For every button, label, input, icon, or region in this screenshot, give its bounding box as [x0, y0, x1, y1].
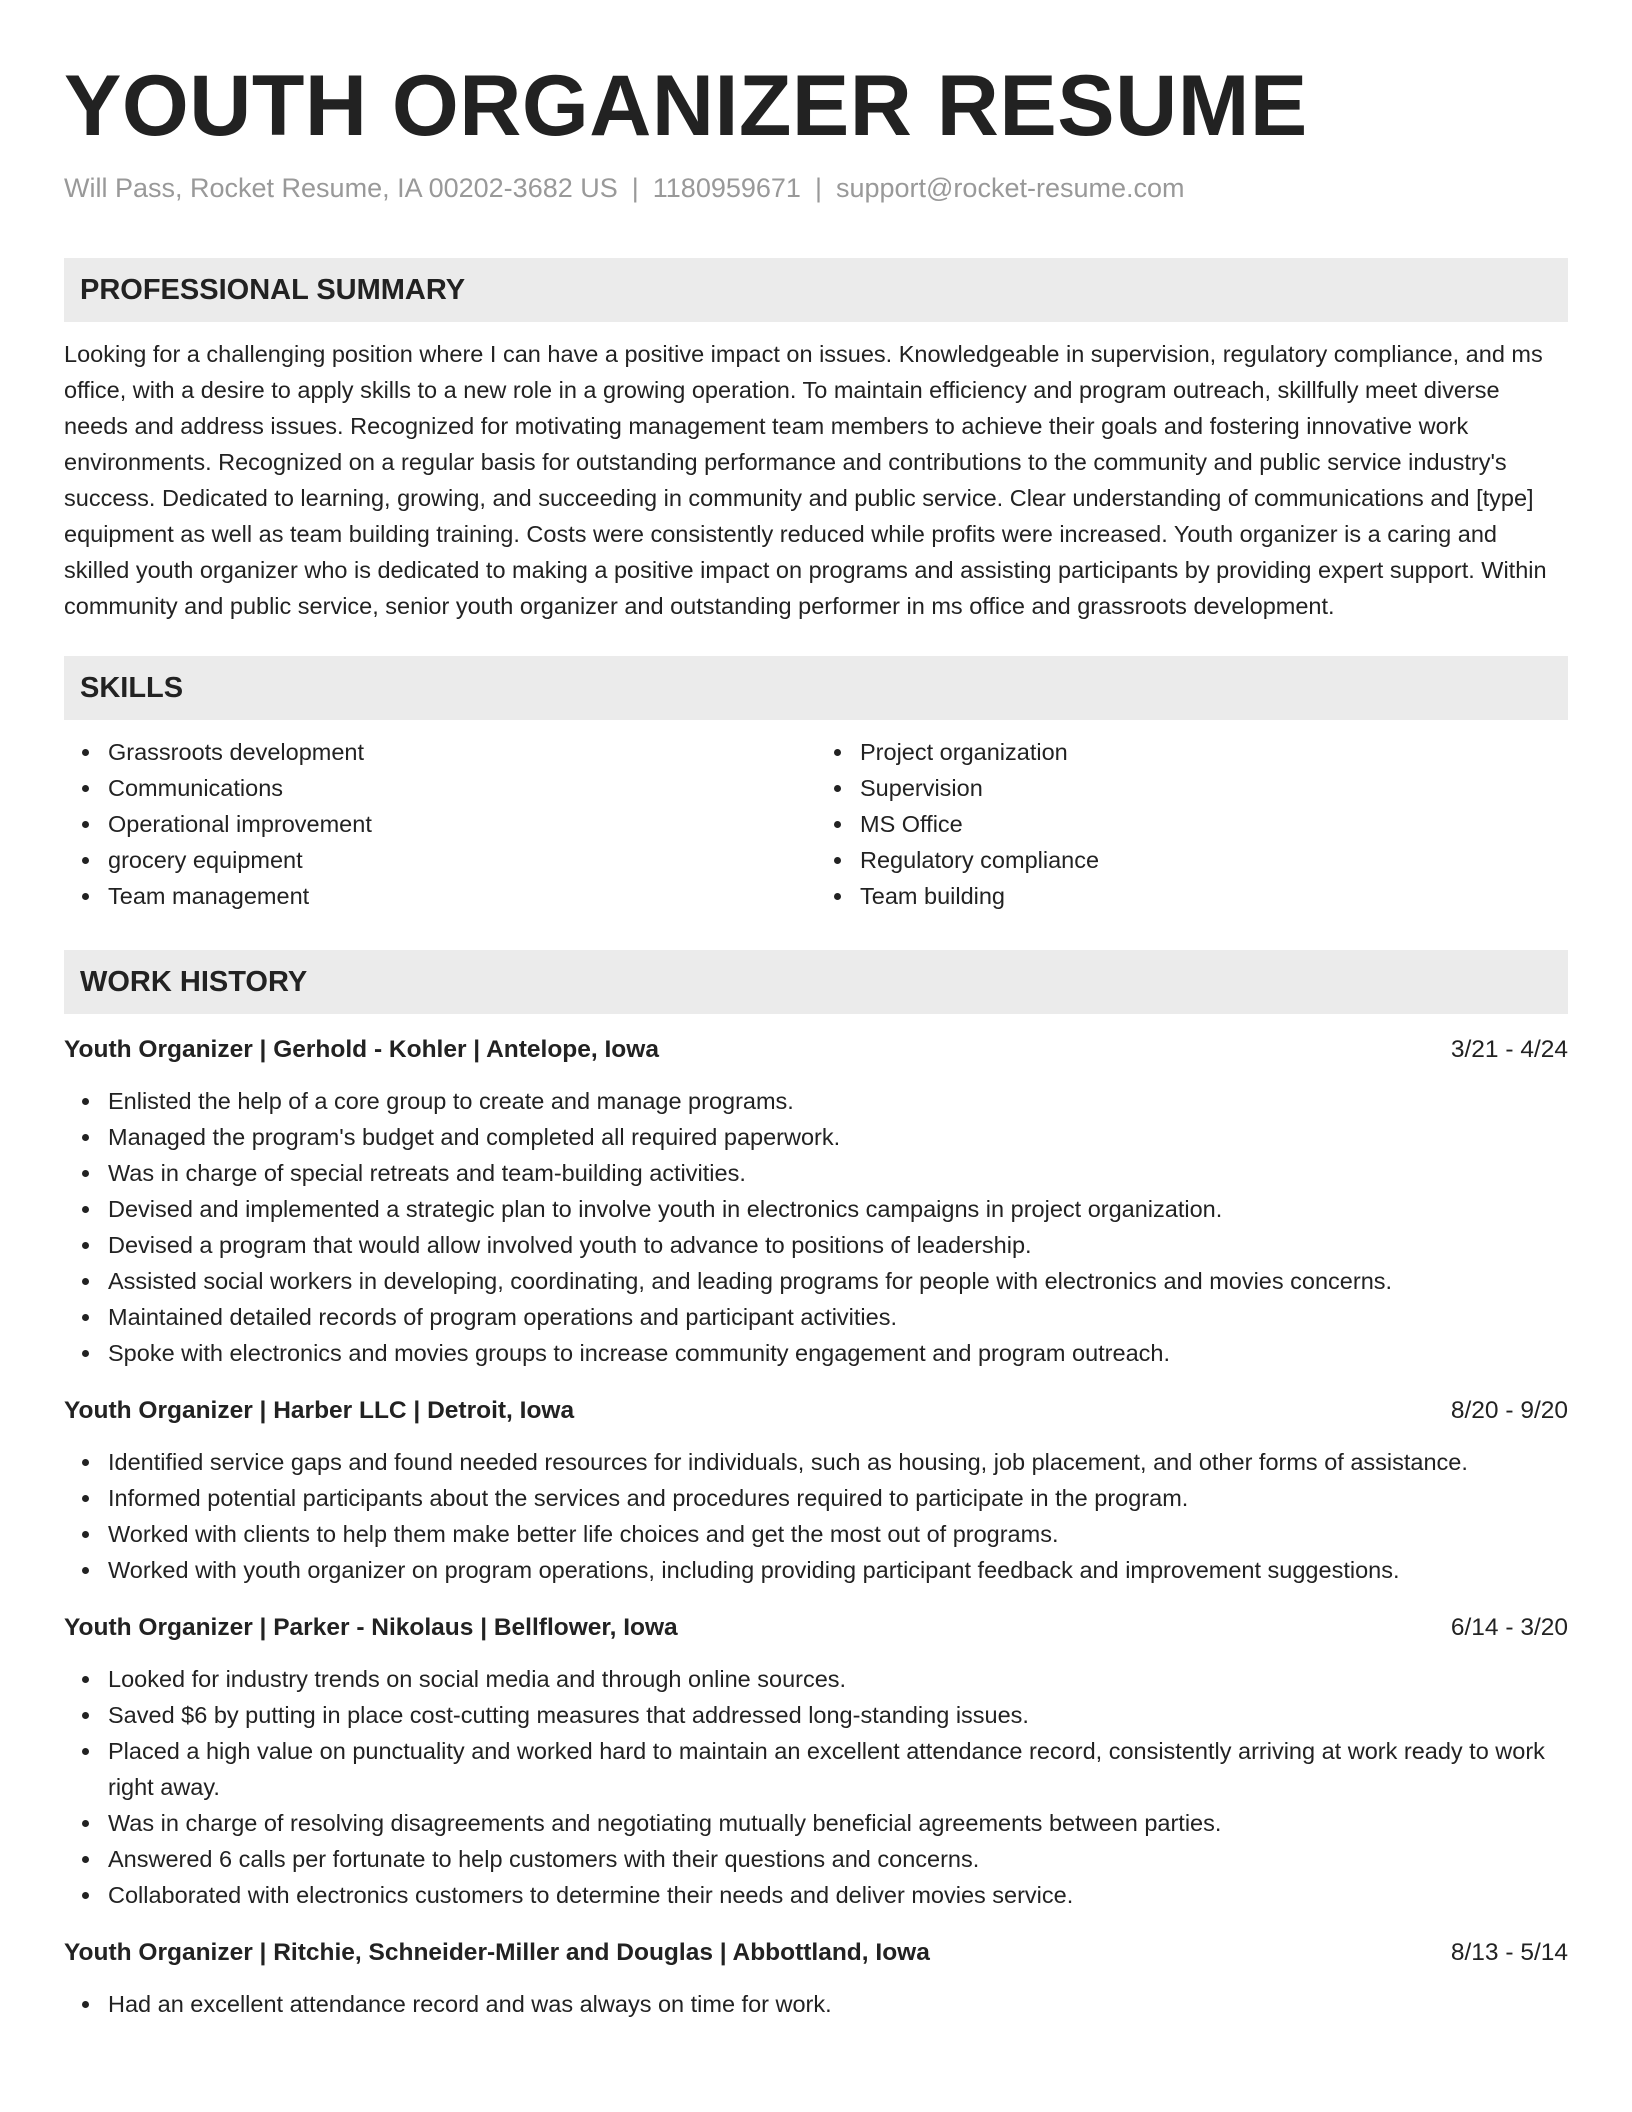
job-entry	[64, 1393, 1568, 1588]
skill-item: grocery equipment	[64, 842, 816, 878]
job-bullet: Devised and implemented a strategic plan to involve youth in electronics campaigns in project organization.	[64, 1191, 1568, 1227]
job-dates: 8/13 - 5/14	[1450, 1939, 1568, 1966]
job-bullets	[64, 1661, 1568, 1913]
job-bullets	[64, 1083, 1568, 1371]
contact-separator: |	[631, 173, 639, 203]
skill-item: Supervision	[816, 770, 1568, 806]
skill-item: Grassroots development	[64, 734, 816, 770]
job-bullet: Placed a high value on punctuality and worked hard to maintain an excellent attendance record, consistently arriving at work ready to work right away.	[64, 1733, 1568, 1805]
job-title: Youth Organizer | Harber LLC | Detroit, Iowa	[64, 1397, 575, 1424]
skills-column-left	[64, 734, 816, 914]
job-bullet: Was in charge of special retreats and team-building activities.	[64, 1155, 1568, 1191]
job-bullet: Maintained detailed records of program operations and participant activities.	[64, 1299, 1568, 1335]
skills-column-right	[816, 734, 1568, 914]
job-header	[64, 1393, 1568, 1429]
contact-separator: |	[814, 173, 822, 203]
section-header-summary: PROFESSIONAL SUMMARY	[64, 258, 1568, 322]
job-title: Youth Organizer | Ritchie, Schneider-Miller and Douglas | Abbottland, Iowa	[64, 1939, 930, 1966]
summary-text: Looking for a challenging position where I can have a positive impact on issues. Knowledgeable in supervision, regulatory compliance, and ms office, with a desire to apply skills to a new role in a growing operation. To maintain efficiency and program outreach, skillfully meet diverse needs and address issues. Recognized for motivating management team members to achieve their goals and fostering innovative work environments. Recognized on a regular basis for outstanding performance and contributions to the community and public service industry's success. Dedicated to learning, growing, and succeeding in community and public service. Clear understanding of communications and [type] equipment as well as team building training. Costs were consistently reduced while profits were increased. Youth organizer is a caring and skilled youth organizer who is dedicated to making a positive impact on programs and assisting participants by providing expert support. Within community and public service, senior youth organizer and outstanding performer in ms office and grassroots development.	[64, 341, 1547, 619]
contact-email: support@rocket-resume.com	[835, 173, 1185, 203]
skills-grid	[64, 734, 1568, 914]
section-header-skills: SKILLS	[64, 656, 1568, 720]
skill-item: MS Office	[816, 806, 1568, 842]
job-bullets	[64, 1986, 1568, 2022]
skill-item: Communications	[64, 770, 816, 806]
contact-line	[64, 170, 1568, 206]
job-bullet: Assisted social workers in developing, coordinating, and leading programs for people with electronics and movies concerns.	[64, 1263, 1568, 1299]
job-header	[64, 1610, 1568, 1646]
job-entry	[64, 1032, 1568, 1371]
section-header-work-history: WORK HISTORY	[64, 950, 1568, 1014]
job-bullet: Spoke with electronics and movies groups to increase community engagement and program outreach.	[64, 1335, 1568, 1371]
job-bullet: Was in charge of resolving disagreements and negotiating mutually beneficial agreements between parties.	[64, 1805, 1568, 1841]
contact-phone: 1180959671	[652, 173, 801, 203]
job-bullet: Managed the program's budget and completed all required paperwork.	[64, 1119, 1568, 1155]
skill-item: Regulatory compliance	[816, 842, 1568, 878]
job-bullet: Collaborated with electronics customers to determine their needs and deliver movies service.	[64, 1877, 1568, 1913]
job-header	[64, 1935, 1568, 1971]
resume-title: YOUTH ORGANIZER RESUME	[64, 58, 1308, 154]
skill-item: Team building	[816, 878, 1568, 914]
job-bullet: Informed potential participants about the services and procedures required to participate in the program.	[64, 1480, 1568, 1516]
job-bullet: Enlisted the help of a core group to create and manage programs.	[64, 1083, 1568, 1119]
job-bullet: Saved $6 by putting in place cost-cutting measures that addressed long-standing issues.	[64, 1697, 1568, 1733]
job-dates: 8/20 - 9/20	[1450, 1397, 1568, 1424]
job-bullets	[64, 1444, 1568, 1588]
skill-item: Operational improvement	[64, 806, 816, 842]
job-title: Youth Organizer | Gerhold - Kohler | Antelope, Iowa	[64, 1036, 659, 1063]
job-header	[64, 1032, 1568, 1068]
job-dates: 3/21 - 4/24	[1450, 1036, 1568, 1063]
job-bullet: Devised a program that would allow involved youth to advance to positions of leadership.	[64, 1227, 1568, 1263]
job-bullet: Answered 6 calls per fortunate to help customers with their questions and concerns.	[64, 1841, 1568, 1877]
job-dates: 6/14 - 3/20	[1450, 1614, 1568, 1641]
job-bullet: Had an excellent attendance record and was always on time for work.	[64, 1986, 1568, 2022]
skill-item: Team management	[64, 878, 816, 914]
job-entry	[64, 1610, 1568, 1913]
job-bullet: Worked with youth organizer on program operations, including providing participant feedback and improvement suggestions.	[64, 1552, 1568, 1588]
job-bullet: Looked for industry trends on social media and through online sources.	[64, 1661, 1568, 1697]
job-entry	[64, 1935, 1568, 2022]
contact-address: Will Pass, Rocket Resume, IA 00202-3682 US	[64, 173, 618, 203]
job-bullet: Worked with clients to help them make better life choices and get the most out of programs.	[64, 1516, 1568, 1552]
skill-item: Project organization	[816, 734, 1568, 770]
job-title: Youth Organizer | Parker - Nikolaus | Bellflower, Iowa	[64, 1614, 678, 1641]
job-bullet: Identified service gaps and found needed resources for individuals, such as housing, job placement, and other forms of assistance.	[64, 1444, 1568, 1480]
